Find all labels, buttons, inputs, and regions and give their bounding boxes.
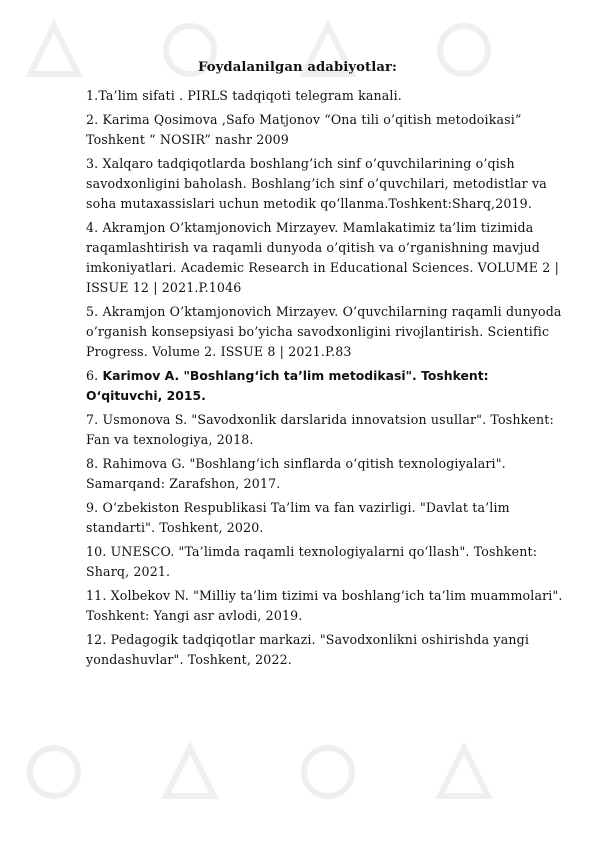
watermark-icon (158, 740, 222, 804)
reference-item: 11. Xolbekov N. "Milliy ta’lim tizimi va boshlang‘ich ta’lim muammolari". Toshkent: Yangi asr avlodi, 2019. (86, 588, 563, 623)
reference-item: 9. O‘zbekiston Respublikasi Ta’lim va fan vazirligi. "Davlat ta’lim standarti". Toshkent, 2020. (86, 500, 510, 535)
reference-item: 2. Karima Qosimova ,Safo Matjonov “Ona tili o’qitish metodoikasi” Toshkent “ NOSIR” nashr 2009 (86, 112, 522, 147)
reference-text-bold: Karimov A. "Boshlang‘ich ta’lim metodikasi". Toshkent: O‘qituvchi, 2015. (86, 368, 489, 403)
reference-item: 12. Pedagogik tadqiqotlar markazi. "Savodxonlikni oshirishda yangi yondashuvlar". Toshkent, 2022. (86, 632, 530, 667)
reference-item: 7. Usmonova S. "Savodxonlik darslarida innovatsion usullar". Toshkent: Fan va texnologiya, 2018. (86, 412, 554, 447)
reference-item: 4. Akramjon O’ktamjonovich Mirzayev. Mamlakatimiz ta’lim tizimida raqamlashtirish va raqamli dunyoda o’qitish va o’rganishning mavjud imkoniyatlari. Academic Research in Educational Sciences. VOLUME 2 | ISSUE 12 | 2021.P.1046 (86, 220, 560, 295)
references-list (86, 86, 566, 674)
watermark-icon (432, 740, 496, 804)
reference-item: 3. Xalqaro tadqiqotlarda boshlang’ich sinf o’quvchilarining o’qish savodxonligini baholash. Boshlang’ich sinf o’quvchilari, metodistlar va soha mutaxassislari uchun metodik qo’llanma.Toshkent:Sharq,2019. (86, 156, 547, 211)
reference-item: 10. UNESCO. "Ta’limda raqamli texnologiyalarni qo‘llash". Toshkent: Sharq, 2021. (86, 544, 538, 579)
reference-item (86, 366, 566, 406)
reference-item: 8. Rahimova G. "Boshlang‘ich sinflarda o‘qitish texnologiyalari". Samarqand: Zarafshon, 2017. (86, 456, 506, 491)
reference-number: 6. (86, 368, 103, 383)
watermark-icon (296, 740, 360, 804)
watermark-icon (22, 740, 86, 804)
reference-item: 1.Ta’lim sifati . PIRLS tadqiqoti telegram kanali. (86, 88, 402, 103)
references-title: Foydalanilgan adabiyotlar: (197, 60, 398, 75)
reference-item: 5. Akramjon O’ktamjonovich Mirzayev. O’quvchilarning raqamli dunyoda o’rganish konsepsiyasi bo’yicha savodxonligini rivojlantirish. Scientific Progress. Volume 2. ISSUE 8 | 2021.P.83 (86, 304, 562, 359)
